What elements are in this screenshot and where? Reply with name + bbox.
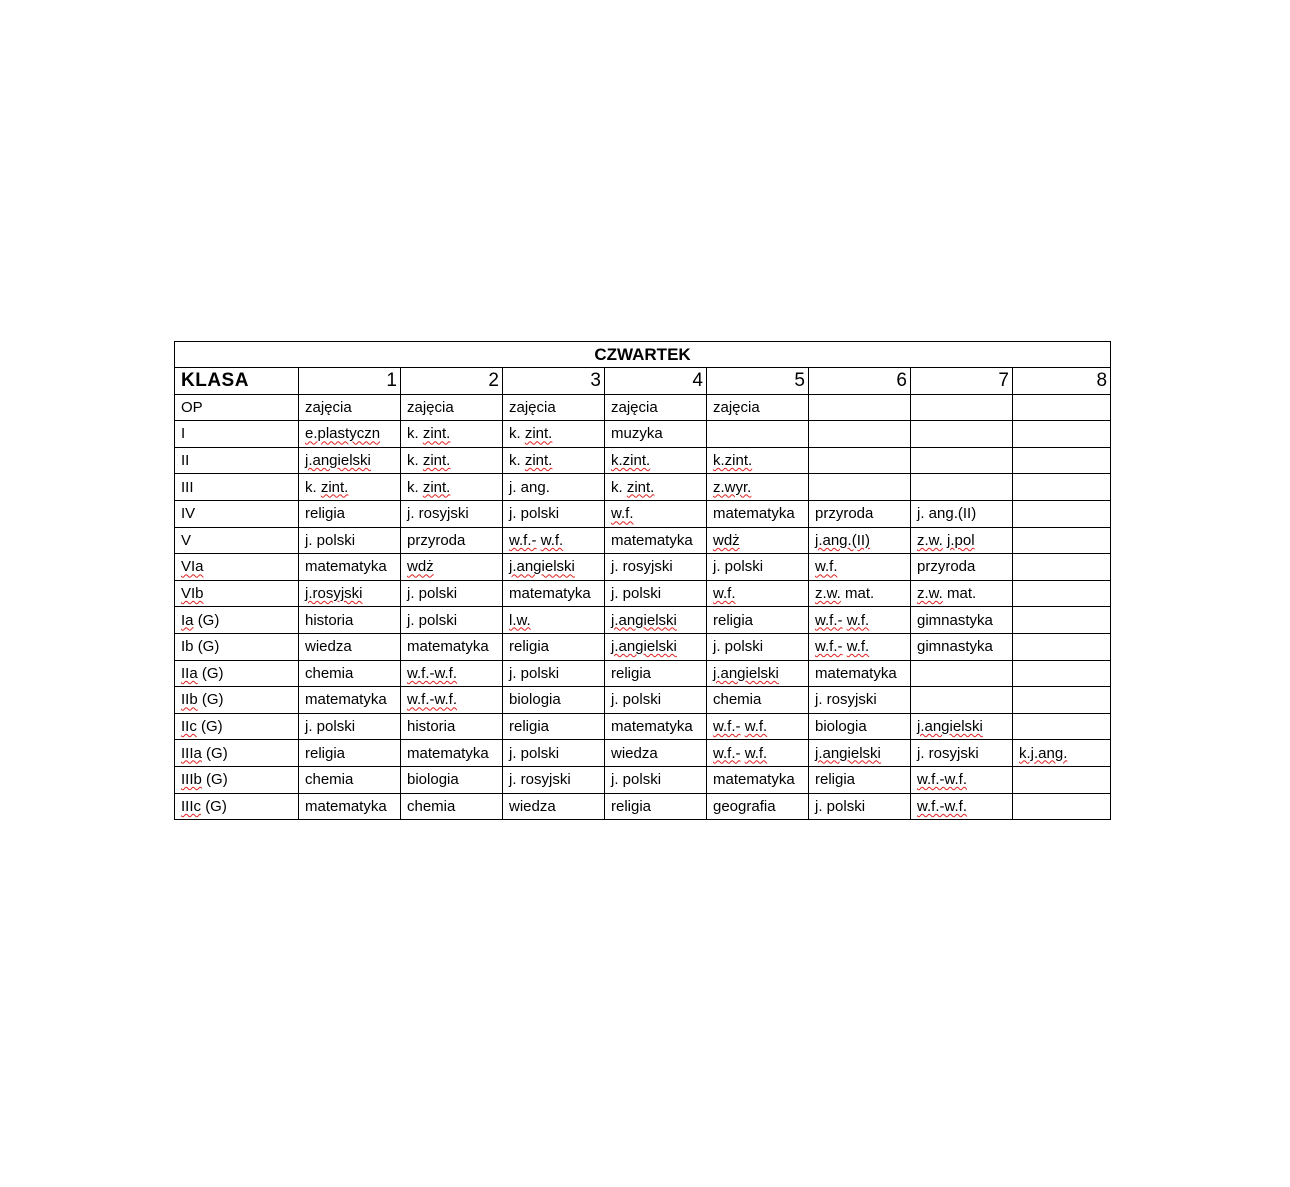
lesson-cell <box>809 394 911 421</box>
lesson-cell <box>911 474 1013 501</box>
lesson-cell: j. polski <box>605 687 707 714</box>
table-title: CZWARTEK <box>175 342 1111 368</box>
lesson-cell: j. polski <box>707 554 809 581</box>
class-label: IIb (G) <box>175 687 299 714</box>
lesson-cell: chemia <box>401 793 503 820</box>
table-row <box>175 474 1111 501</box>
lesson-cell <box>911 687 1013 714</box>
lesson-cell: zajęcia <box>299 394 401 421</box>
lesson-cell: religia <box>299 740 401 767</box>
lesson-cell: z.w. j.pol <box>911 527 1013 554</box>
lesson-cell <box>1013 421 1111 448</box>
lesson-cell: j.angielski <box>605 633 707 660</box>
lesson-cell: historia <box>299 607 401 634</box>
lesson-cell <box>1013 500 1111 527</box>
table-row <box>175 660 1111 687</box>
lesson-cell: w.f.- w.f. <box>503 527 605 554</box>
lesson-cell <box>809 421 911 448</box>
lesson-cell: w.f. <box>707 580 809 607</box>
lesson-cell <box>809 447 911 474</box>
lesson-cell: biologia <box>809 713 911 740</box>
lesson-cell: k.zint. <box>707 447 809 474</box>
lesson-cell: j. rosyjski <box>503 766 605 793</box>
lesson-cell <box>1013 713 1111 740</box>
lesson-cell: geografia <box>707 793 809 820</box>
lesson-cell <box>1013 554 1111 581</box>
lesson-cell: l.w. <box>503 607 605 634</box>
lesson-cell: z.w. mat. <box>911 580 1013 607</box>
lesson-cell: matematyka <box>299 554 401 581</box>
lesson-cell <box>1013 793 1111 820</box>
lesson-cell: j.angielski <box>605 607 707 634</box>
lesson-cell: k. zint. <box>605 474 707 501</box>
lesson-cell: j. polski <box>503 500 605 527</box>
table-row <box>175 580 1111 607</box>
lesson-cell: matematyka <box>605 713 707 740</box>
lesson-cell <box>707 421 809 448</box>
lesson-cell: zajęcia <box>401 394 503 421</box>
lesson-cell: j. polski <box>503 740 605 767</box>
lesson-cell: religia <box>503 633 605 660</box>
lesson-cell: matematyka <box>707 500 809 527</box>
period-header: 5 <box>707 368 809 395</box>
lesson-cell <box>1013 474 1111 501</box>
class-label: III <box>175 474 299 501</box>
lesson-cell: j. rosyjski <box>809 687 911 714</box>
lesson-cell: j. polski <box>707 633 809 660</box>
lesson-cell: chemia <box>707 687 809 714</box>
lesson-cell: w.f.- w.f. <box>707 740 809 767</box>
lesson-cell: zajęcia <box>503 394 605 421</box>
lesson-cell: historia <box>401 713 503 740</box>
title-row <box>175 342 1111 368</box>
schedule-table <box>174 341 1111 820</box>
klasa-header: KLASA <box>175 368 299 395</box>
table-row <box>175 421 1111 448</box>
lesson-cell: gimnastyka <box>911 633 1013 660</box>
lesson-cell: j. polski <box>605 580 707 607</box>
table-row <box>175 633 1111 660</box>
lesson-cell: matematyka <box>809 660 911 687</box>
lesson-cell: j. polski <box>605 766 707 793</box>
lesson-cell: j.rosyjski <box>299 580 401 607</box>
class-label: Ib (G) <box>175 633 299 660</box>
table-row <box>175 527 1111 554</box>
lesson-cell <box>1013 527 1111 554</box>
lesson-cell: przyroda <box>911 554 1013 581</box>
lesson-cell: przyroda <box>809 500 911 527</box>
lesson-cell: w.f.-w.f. <box>401 660 503 687</box>
lesson-cell: j. polski <box>299 527 401 554</box>
lesson-cell: w.f.-w.f. <box>911 793 1013 820</box>
schedule-body <box>175 394 1111 820</box>
lesson-cell: j. ang. <box>503 474 605 501</box>
table-row <box>175 607 1111 634</box>
lesson-cell: matematyka <box>401 633 503 660</box>
lesson-cell: z.wyr. <box>707 474 809 501</box>
lesson-cell: w.f.-w.f. <box>911 766 1013 793</box>
lesson-cell: j. rosyjski <box>605 554 707 581</box>
period-header: 4 <box>605 368 707 395</box>
lesson-cell: j. polski <box>401 607 503 634</box>
lesson-cell: zajęcia <box>707 394 809 421</box>
period-header: 2 <box>401 368 503 395</box>
lesson-cell: gimnastyka <box>911 607 1013 634</box>
lesson-cell: matematyka <box>401 740 503 767</box>
lesson-cell <box>1013 660 1111 687</box>
lesson-cell: muzyka <box>605 421 707 448</box>
lesson-cell: religia <box>299 500 401 527</box>
lesson-cell: j. rosyjski <box>401 500 503 527</box>
table-row <box>175 766 1111 793</box>
class-label: IV <box>175 500 299 527</box>
lesson-cell: religia <box>605 660 707 687</box>
lesson-cell: j.angielski <box>809 740 911 767</box>
lesson-cell: religia <box>605 793 707 820</box>
lesson-cell: k.j.ang. <box>1013 740 1111 767</box>
lesson-cell: matematyka <box>605 527 707 554</box>
lesson-cell: j. polski <box>299 713 401 740</box>
lesson-cell: chemia <box>299 766 401 793</box>
lesson-cell: religia <box>503 713 605 740</box>
lesson-cell: j. polski <box>809 793 911 820</box>
lesson-cell <box>809 474 911 501</box>
lesson-cell: j.angielski <box>707 660 809 687</box>
class-label: IIa (G) <box>175 660 299 687</box>
lesson-cell: e.plastyczn <box>299 421 401 448</box>
lesson-cell <box>1013 633 1111 660</box>
lesson-cell: biologia <box>503 687 605 714</box>
period-header: 8 <box>1013 368 1111 395</box>
lesson-cell: w.f. <box>809 554 911 581</box>
class-label: IIIc (G) <box>175 793 299 820</box>
class-label: I <box>175 421 299 448</box>
period-header: 6 <box>809 368 911 395</box>
class-label: V <box>175 527 299 554</box>
lesson-cell: matematyka <box>503 580 605 607</box>
lesson-cell: z.w. mat. <box>809 580 911 607</box>
lesson-cell: religia <box>707 607 809 634</box>
lesson-cell: w.f.- w.f. <box>707 713 809 740</box>
lesson-cell <box>1013 607 1111 634</box>
lesson-cell: wiedza <box>503 793 605 820</box>
lesson-cell: w.f.- w.f. <box>809 633 911 660</box>
lesson-cell: j. polski <box>503 660 605 687</box>
lesson-cell <box>1013 447 1111 474</box>
lesson-cell: w.f.-w.f. <box>401 687 503 714</box>
lesson-cell <box>911 421 1013 448</box>
lesson-cell: matematyka <box>299 687 401 714</box>
lesson-cell: wiedza <box>605 740 707 767</box>
table-row <box>175 793 1111 820</box>
lesson-cell: j.angielski <box>911 713 1013 740</box>
period-header: 7 <box>911 368 1013 395</box>
lesson-cell <box>911 660 1013 687</box>
lesson-cell: k. zint. <box>401 447 503 474</box>
lesson-cell: k.zint. <box>605 447 707 474</box>
lesson-cell: wiedza <box>299 633 401 660</box>
class-label: IIc (G) <box>175 713 299 740</box>
lesson-cell <box>1013 766 1111 793</box>
period-header: 1 <box>299 368 401 395</box>
lesson-cell: chemia <box>299 660 401 687</box>
lesson-cell: k. zint. <box>503 421 605 448</box>
lesson-cell <box>1013 580 1111 607</box>
lesson-cell: zajęcia <box>605 394 707 421</box>
class-label: IIIa (G) <box>175 740 299 767</box>
lesson-cell: wdż <box>707 527 809 554</box>
lesson-cell: k. zint. <box>401 474 503 501</box>
table-row <box>175 554 1111 581</box>
table-row <box>175 447 1111 474</box>
lesson-cell: k. zint. <box>299 474 401 501</box>
table-row <box>175 394 1111 421</box>
lesson-cell: j.ang.(II) <box>809 527 911 554</box>
table-row <box>175 500 1111 527</box>
lesson-cell: j. polski <box>401 580 503 607</box>
lesson-cell: matematyka <box>299 793 401 820</box>
lesson-cell: biologia <box>401 766 503 793</box>
class-label: Ia (G) <box>175 607 299 634</box>
lesson-cell: w.f. <box>605 500 707 527</box>
table-row <box>175 687 1111 714</box>
lesson-cell: przyroda <box>401 527 503 554</box>
table-row <box>175 713 1111 740</box>
class-label: IIIb (G) <box>175 766 299 793</box>
class-label: VIa <box>175 554 299 581</box>
class-label: VIb <box>175 580 299 607</box>
lesson-cell <box>911 447 1013 474</box>
lesson-cell: matematyka <box>707 766 809 793</box>
lesson-cell <box>911 394 1013 421</box>
lesson-cell: wdż <box>401 554 503 581</box>
class-label: II <box>175 447 299 474</box>
lesson-cell: j. rosyjski <box>911 740 1013 767</box>
lesson-cell: j.angielski <box>503 554 605 581</box>
lesson-cell: religia <box>809 766 911 793</box>
header-row <box>175 368 1111 395</box>
lesson-cell: j.angielski <box>299 447 401 474</box>
lesson-cell <box>1013 394 1111 421</box>
table-row <box>175 740 1111 767</box>
lesson-cell: k. zint. <box>503 447 605 474</box>
lesson-cell: w.f.- w.f. <box>809 607 911 634</box>
lesson-cell: j. ang.(II) <box>911 500 1013 527</box>
lesson-cell: k. zint. <box>401 421 503 448</box>
period-header: 3 <box>503 368 605 395</box>
lesson-cell <box>1013 687 1111 714</box>
class-label: OP <box>175 394 299 421</box>
